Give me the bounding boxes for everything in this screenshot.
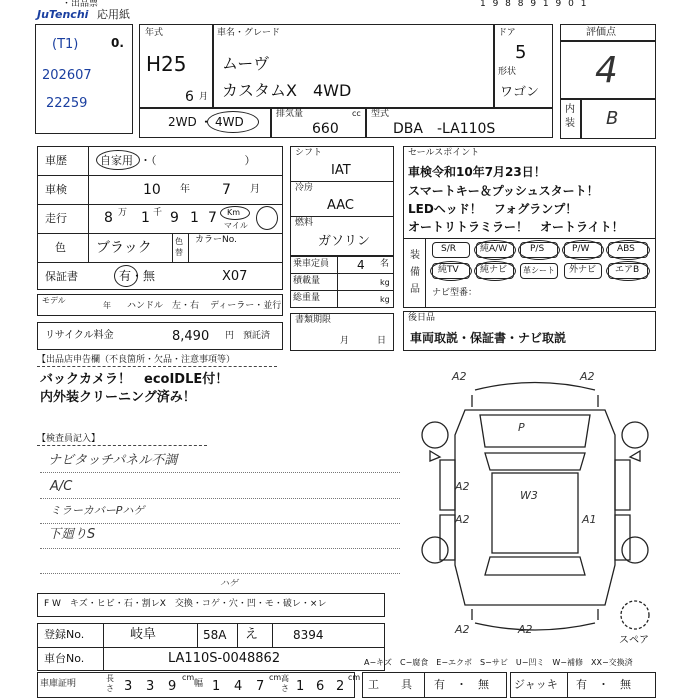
mileage-unit-mile: マイル — [224, 221, 248, 230]
warranty-value: 有・無 — [119, 269, 156, 283]
shift-value: IAT — [331, 163, 351, 178]
month-unit: 月 — [199, 92, 209, 102]
history-value: 自家用 — [100, 154, 133, 167]
equip-airbag: エアB — [615, 265, 640, 275]
car-name: ムーヴ — [222, 54, 270, 73]
seller-note-2: 内外装クリーニング済み！ — [40, 390, 196, 405]
mileage-label: 走行 — [45, 212, 67, 225]
model-label: 型式 — [371, 109, 390, 119]
capacity-value: 4 — [357, 258, 365, 272]
equip-navi: 純ナビ — [480, 265, 508, 275]
header-top-text: ・出品票 — [62, 0, 99, 9]
chassis-label: 車台No. — [44, 652, 85, 665]
drive-2wd: 2WD — [168, 115, 197, 129]
name-label: 車名・グレード — [217, 28, 281, 38]
equip-sr: S/R — [441, 244, 456, 254]
sales-line-2: スマートキー＆プッシュスタート！ — [408, 184, 599, 198]
disp-value: 660 — [312, 121, 339, 137]
fw-row-text: F W キズ・ヒビ・石・割レX 交換・コゲ・穴・凹・モ・破レ・×レ — [44, 599, 327, 609]
equip-abs: ABS — [617, 244, 635, 254]
inspector-note-4: 下廻りS — [48, 527, 96, 542]
height-unit: cm — [348, 673, 361, 682]
width-d1: 1 — [212, 679, 221, 694]
door-value: 5 — [515, 42, 527, 63]
docs-month: 月 — [340, 336, 350, 346]
height-d1: 1 — [296, 679, 305, 694]
mark-left-front-door: A2 — [455, 480, 470, 493]
drive-4wd: 4WD — [215, 115, 244, 129]
color-change-label: 色替 — [175, 237, 183, 257]
inspector-label: 【検査員記入】 — [37, 434, 101, 444]
color-code-value: X07 — [222, 269, 248, 284]
fuel-label: 燃料 — [295, 218, 314, 228]
tools-label: 工 具 — [368, 678, 412, 691]
history-paren: ・（ ） — [140, 154, 256, 167]
damage-legend: A−キズ C−腐食 E−エクボ S−サビ U−凹ミ W−補修 XX−交換済 — [364, 658, 633, 667]
brand-logo: JuTenchi — [37, 8, 89, 21]
after-list-value: 車両取説・保証書・ナビ取説 — [410, 331, 567, 345]
mileage-right-circle — [256, 206, 278, 230]
interior-label: 内装 — [565, 104, 575, 129]
side-code-3: 22259 — [46, 96, 88, 111]
fuel-value: ガソリン — [318, 234, 371, 249]
mark-rear-center: A2 — [518, 623, 533, 636]
width-d3: 7 — [256, 679, 265, 694]
dims-label: 車庫証明 — [40, 679, 77, 689]
reg-label: 登録No. — [44, 628, 85, 641]
fw-note: ハゲ — [220, 579, 239, 589]
mark-front-right: A2 — [580, 370, 595, 383]
score-value: 4 — [595, 50, 618, 91]
side-code-2: 202607 — [42, 68, 92, 83]
reg-area: 岐阜 — [130, 627, 157, 642]
color-code-label: カラーNo. — [195, 235, 237, 245]
inspection-year: 10 — [143, 182, 161, 198]
year-value: H25 — [146, 52, 187, 76]
warranty-label: 保証書 — [45, 270, 78, 283]
nav-model-label: ナビ型番： — [432, 288, 478, 298]
equip-tv: 純TV — [438, 265, 459, 275]
length-d1: 3 — [124, 679, 133, 694]
mileage-man: 8 — [104, 210, 113, 226]
capacity-unit: 名 — [380, 259, 390, 269]
recycle-value: 8,490 — [172, 329, 210, 344]
color-label: 色 — [55, 241, 66, 254]
spare-label: スペア — [619, 635, 649, 646]
seller-note-1: バックカメラ！ ecoIDLE付！ — [40, 372, 229, 387]
inspector-note-1: ナビタッチパネル不調 — [48, 453, 178, 468]
recycle-unit: 円 預託済 — [225, 331, 271, 341]
inspection-month-unit: 月 — [250, 184, 260, 195]
mileage-sen: 1 — [141, 210, 150, 226]
after-list-label: 後日品 — [408, 313, 436, 323]
width-label: 幅 — [194, 679, 204, 689]
mileage-man-unit: 万 — [118, 208, 128, 218]
docs-label: 書類期限 — [295, 315, 332, 325]
shape-label: 形状 — [498, 67, 517, 77]
shape-value: ワゴン — [500, 85, 540, 100]
sales-line-1: 車検令和10年7月23日！ — [408, 165, 546, 179]
color-value: ブラック — [96, 240, 152, 256]
weight-unit: kg — [380, 295, 390, 304]
month-value: 6 — [185, 89, 194, 105]
form-name: 応用紙 — [97, 8, 130, 21]
year-label: 年式 — [145, 28, 164, 38]
model-value: DBA -LA110S — [393, 121, 496, 137]
sales-line-3: LEDヘッド！ フォグランプ！ — [408, 202, 578, 216]
reg-number: 8394 — [293, 628, 324, 642]
top-right-digits: 1 9 8 8 9 1 9 0 1 — [480, 0, 589, 9]
disp-label: 排気量 — [276, 109, 304, 119]
interior-value: B — [606, 108, 619, 129]
jack-label: ジャッキ — [514, 678, 558, 691]
chassis-value: LA110S-0048862 — [168, 651, 281, 666]
length-d3: 9 — [168, 679, 177, 694]
car-grade: カスタムX 4WD — [222, 81, 352, 100]
shift-label: シフト — [295, 148, 323, 158]
mileage-d1: 9 — [170, 210, 179, 226]
equip-aw: 純A/W — [480, 244, 508, 254]
height-d2: 6 — [316, 679, 325, 694]
weight-label: 総重量 — [293, 293, 321, 303]
length-d2: 3 — [146, 679, 155, 694]
inspector-note-3: ミラーカバーPハゲ — [50, 504, 145, 517]
model-label: モデル — [42, 296, 66, 305]
history-label: 車歴 — [45, 154, 67, 167]
seller-notes-label: 【出品店申告欄（不良箇所・欠品・注意事項等） — [37, 355, 236, 365]
equip-ps: P/S — [530, 244, 545, 254]
mark-right-rear-door: A1 — [582, 513, 597, 526]
sales-line-4: オートリトラミラー！ オートライト！ — [408, 220, 624, 234]
docs-day: 日 — [377, 336, 387, 346]
mileage-d2: 1 — [190, 210, 199, 226]
equip-pw: P/W — [572, 244, 590, 254]
reg-kana: え — [245, 627, 259, 642]
length-unit: cm — [182, 673, 195, 682]
disp-unit: cc — [352, 109, 361, 118]
inspection-label: 車検 — [45, 183, 67, 196]
sales-label: セールスポイント — [408, 148, 480, 158]
score-label: 評価点 — [586, 27, 616, 38]
load-label: 積載量 — [293, 276, 321, 286]
mark-hood: P — [518, 421, 525, 434]
dealer-text: ディーラー・並行 — [210, 301, 282, 311]
jack-value: 有 ・ 無 — [576, 678, 631, 691]
reg-class: 58A — [203, 628, 227, 642]
ac-label: 冷房 — [295, 183, 314, 193]
inspection-year-unit: 年 — [180, 184, 190, 195]
inspector-note-2: A/C — [50, 479, 73, 494]
side-code-1: (T1) — [52, 37, 79, 52]
equip-leather: 革シート — [523, 266, 555, 275]
capacity-label: 乗車定員 — [293, 259, 330, 269]
ac-value: AAC — [327, 198, 354, 213]
mileage-d3: 7 — [208, 210, 217, 226]
model-year-unit: 年 — [103, 301, 111, 310]
handle-text: ハンドル 左・右 — [127, 301, 200, 311]
mark-front-left: A2 — [452, 370, 467, 383]
length-label: 長さ — [106, 674, 114, 693]
width-d2: 4 — [234, 679, 243, 694]
door-label: ドア — [498, 28, 516, 38]
mileage-sen-unit: 千 — [153, 208, 163, 218]
mileage-unit-km: Km — [227, 208, 241, 217]
height-label: 高さ — [281, 674, 289, 693]
recycle-label: リサイクル料金 — [45, 330, 114, 341]
height-d3: 2 — [336, 679, 345, 694]
tools-value: 有 ・ 無 — [434, 678, 489, 691]
car-diagram — [410, 365, 660, 645]
inspection-month: 7 — [222, 182, 231, 198]
no-label: 0. — [111, 36, 124, 50]
mark-rear-left: A2 — [455, 623, 470, 636]
equip-extnavi: 外ナビ — [569, 265, 597, 275]
mark-roof: W3 — [520, 489, 538, 502]
mark-left-rear-door: A2 — [455, 513, 470, 526]
equipment-label: 装備品 — [410, 250, 420, 295]
load-unit: kg — [380, 278, 390, 287]
width-unit: cm — [269, 673, 282, 682]
